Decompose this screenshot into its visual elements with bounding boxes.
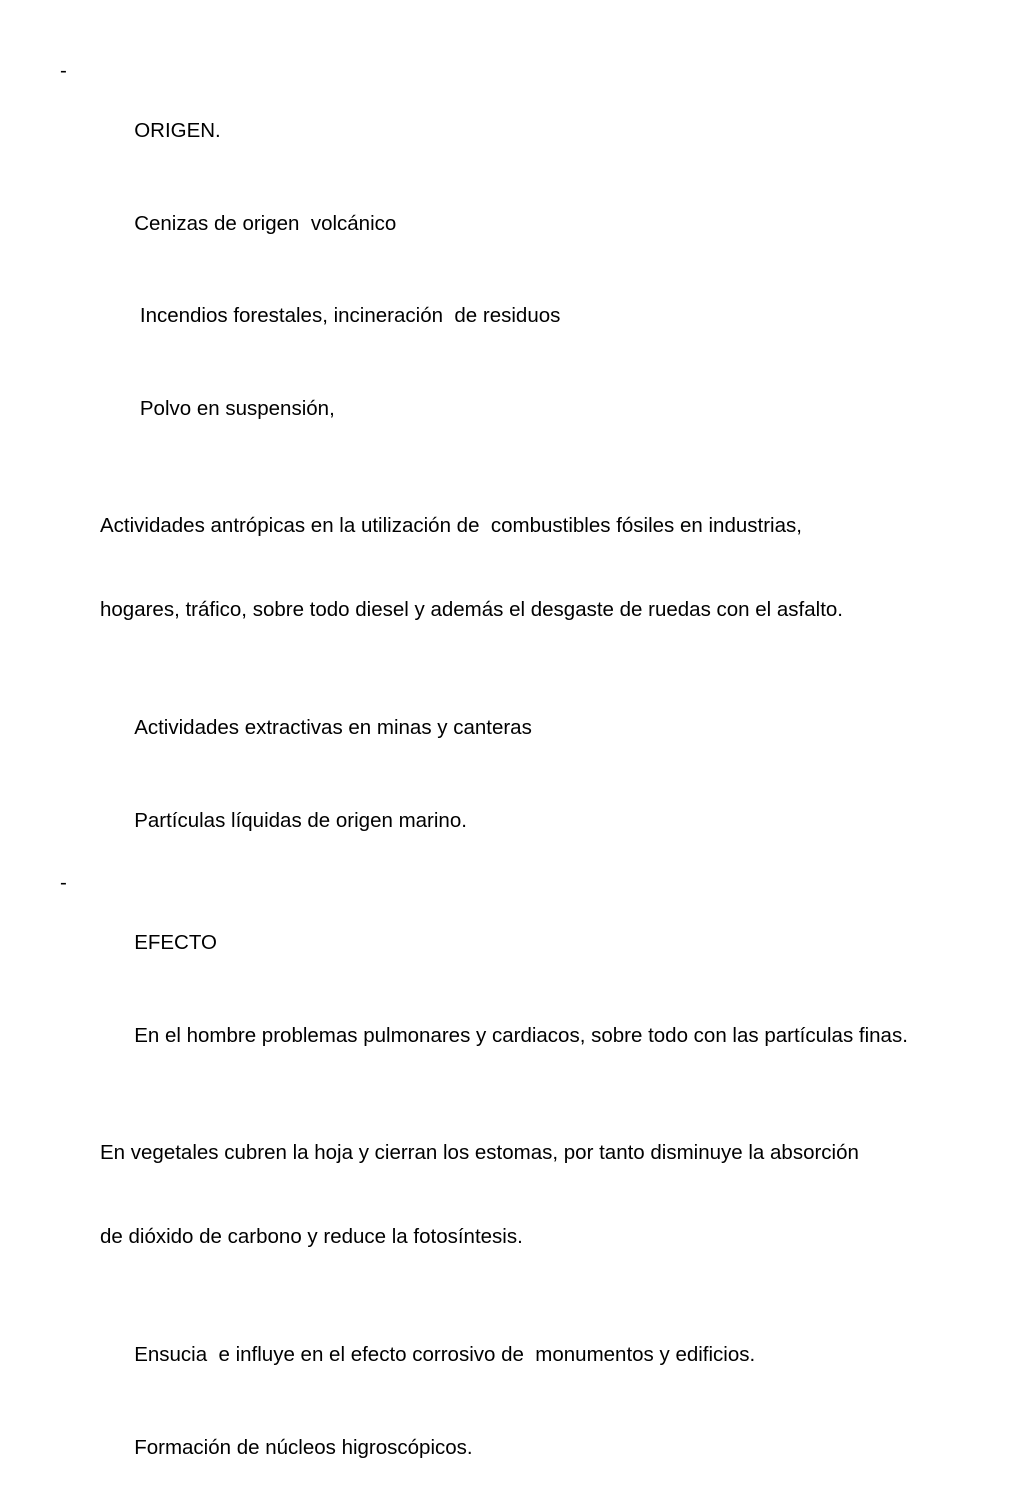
list-item xyxy=(58,1310,978,1400)
dash-bullet: - xyxy=(60,59,67,82)
list-item xyxy=(58,1403,978,1493)
dash-bullet: - xyxy=(60,871,67,895)
item-text: Polvo en suspensión, xyxy=(134,396,335,420)
list-item xyxy=(58,991,978,1081)
item-text-line-2: hogares, tráfico, sobre todo diesel y además el desgaste de ruedas con el asfalto. xyxy=(100,598,844,622)
item-text: Formación de núcleos higroscópicos. xyxy=(134,1435,473,1459)
slide-content xyxy=(58,56,978,1495)
item-text: Actividades extractivas en minas y canteras xyxy=(134,715,532,739)
item-text: En el hombre problemas pulmonares y cardiacos, sobre todo con las partículas finas. xyxy=(134,1023,908,1047)
item-text: Ensucia e influye en el efecto corrosivo de monumentos y edificios. xyxy=(134,1342,756,1366)
item-text-line-2: de dióxido de carbono y reduce la fotosíntesis. xyxy=(100,1225,523,1249)
item-text: Partículas líquidas de origen marino. xyxy=(134,808,467,832)
bullet-item-origen xyxy=(58,56,978,176)
item-text: Cenizas de origen volcánico xyxy=(134,211,397,235)
item-text: ORIGEN. xyxy=(134,119,221,142)
list-item xyxy=(58,271,978,361)
item-text-line-1: Actividades antrópicas en la utilización de combustibles fósiles en industrias, xyxy=(100,514,802,538)
item-text: EFECTO xyxy=(134,931,217,955)
list-item xyxy=(58,179,978,269)
list-item xyxy=(58,364,978,454)
item-text-line-1: En vegetales cubren la hoja y cierran los estomas, por tanto disminuye la absorción xyxy=(100,1141,859,1165)
list-item xyxy=(58,776,978,866)
list-item xyxy=(58,683,978,773)
bullet-item-efecto xyxy=(58,868,978,988)
item-text: Incendios forestales, incineración de residuos xyxy=(134,304,561,328)
list-item xyxy=(58,456,978,680)
list-item xyxy=(58,1083,978,1307)
